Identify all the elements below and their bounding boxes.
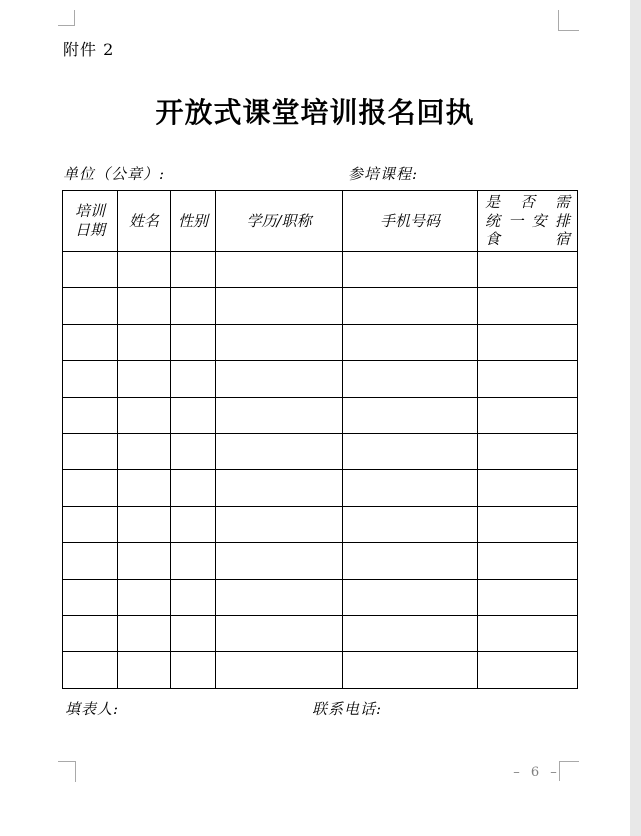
table-row [63,506,578,542]
table-cell[interactable] [171,506,216,542]
page-number: – 6 – [513,765,557,780]
table-row [63,324,578,360]
column-header-line: 学历/职称 [246,211,312,230]
table-row [63,470,578,506]
table-cell[interactable] [478,324,578,360]
table-cell[interactable] [343,252,478,288]
column-header-line: 培训 [74,202,105,221]
column-header-4 [216,191,343,252]
table-cell[interactable] [171,252,216,288]
table-cell[interactable] [171,543,216,579]
table-cell[interactable] [478,615,578,651]
table-row [63,543,578,579]
table-cell[interactable] [216,579,343,615]
table-row [63,579,578,615]
table-cell[interactable] [478,252,578,288]
table-cell[interactable] [216,324,343,360]
table-cell[interactable] [171,433,216,469]
table-row [63,433,578,469]
column-header-line: 是 否 需 [485,192,570,211]
table-body [63,252,578,689]
table-cell[interactable] [63,579,118,615]
column-header-line: 食 宿 [485,230,570,249]
attachment-label: 附件 2 [63,40,115,59]
table-cell[interactable] [216,506,343,542]
table-cell[interactable] [478,361,578,397]
table-cell[interactable] [478,433,578,469]
table-cell[interactable] [118,543,171,579]
table-cell[interactable] [478,397,578,433]
table-cell[interactable] [343,324,478,360]
table-cell[interactable] [118,324,171,360]
registration-table [62,190,578,689]
table-cell[interactable] [63,252,118,288]
editor-canvas-strip [630,0,641,836]
table-cell[interactable] [171,579,216,615]
table-cell[interactable] [63,506,118,542]
table-cell[interactable] [343,288,478,324]
table-cell[interactable] [216,433,343,469]
column-header-2 [118,191,171,252]
column-header-1 [63,191,118,252]
table-cell[interactable] [478,543,578,579]
table-row [63,361,578,397]
table-cell[interactable] [478,506,578,542]
table-cell[interactable] [216,252,343,288]
table-cell[interactable] [343,470,478,506]
crop-mark-top-left [58,10,75,26]
table-cell[interactable] [343,433,478,469]
table-cell[interactable] [478,470,578,506]
column-header-6 [478,191,578,252]
course-label: 参培课程: [348,165,419,183]
table-row [63,652,578,688]
table-cell[interactable] [118,361,171,397]
crop-mark-top-right [558,10,579,31]
table-cell[interactable] [216,288,343,324]
table-cell[interactable] [118,397,171,433]
table-cell[interactable] [171,324,216,360]
table-cell[interactable] [63,324,118,360]
table-cell[interactable] [216,615,343,651]
table-cell[interactable] [63,361,118,397]
table-cell[interactable] [216,652,343,688]
table-row [63,615,578,651]
table-cell[interactable] [343,543,478,579]
crop-mark-bottom-left [58,761,76,782]
column-header-line: 姓名 [128,211,159,230]
table-row [63,288,578,324]
table-cell[interactable] [343,506,478,542]
table-cell[interactable] [118,252,171,288]
table-cell[interactable] [216,397,343,433]
table-cell[interactable] [118,470,171,506]
table-cell[interactable] [118,288,171,324]
table-cell[interactable] [478,652,578,688]
contact-phone-label: 联系电话: [312,700,383,718]
table-cell[interactable] [63,397,118,433]
table-cell[interactable] [118,579,171,615]
table-cell[interactable] [171,397,216,433]
table-cell[interactable] [63,470,118,506]
column-header-3 [171,191,216,252]
table-cell[interactable] [171,288,216,324]
registration-table-wrap [62,190,578,689]
table-cell[interactable] [343,615,478,651]
table-cell[interactable] [216,361,343,397]
form-filler-label: 填表人: [65,700,120,718]
table-cell[interactable] [171,615,216,651]
column-header-line: 统一安排 [485,211,570,230]
table-cell[interactable] [63,652,118,688]
table-cell[interactable] [63,543,118,579]
table-cell[interactable] [118,615,171,651]
table-cell[interactable] [343,652,478,688]
table-row [63,397,578,433]
column-header-line: 日期 [74,221,105,239]
column-header-line: 手机号码 [379,211,440,230]
table-cell[interactable] [216,470,343,506]
table-cell[interactable] [118,652,171,688]
table-cell[interactable] [171,470,216,506]
table-cell[interactable] [63,433,118,469]
table-cell[interactable] [343,579,478,615]
page-title: 开放式课堂培训报名回执 [155,96,475,129]
table-cell[interactable] [216,543,343,579]
table-cell[interactable] [343,361,478,397]
table-cell[interactable] [171,361,216,397]
unit-seal-label: 单位（公章）: [63,165,166,183]
table-cell[interactable] [478,288,578,324]
column-header-5 [343,191,478,252]
table-cell[interactable] [478,579,578,615]
column-header-line: 性别 [177,211,208,230]
table-cell[interactable] [171,652,216,688]
table-cell[interactable] [118,506,171,542]
table-cell[interactable] [63,288,118,324]
table-cell[interactable] [118,433,171,469]
table-cell[interactable] [63,615,118,651]
table-row [63,252,578,288]
table-header-row [63,191,578,252]
table-cell[interactable] [343,397,478,433]
